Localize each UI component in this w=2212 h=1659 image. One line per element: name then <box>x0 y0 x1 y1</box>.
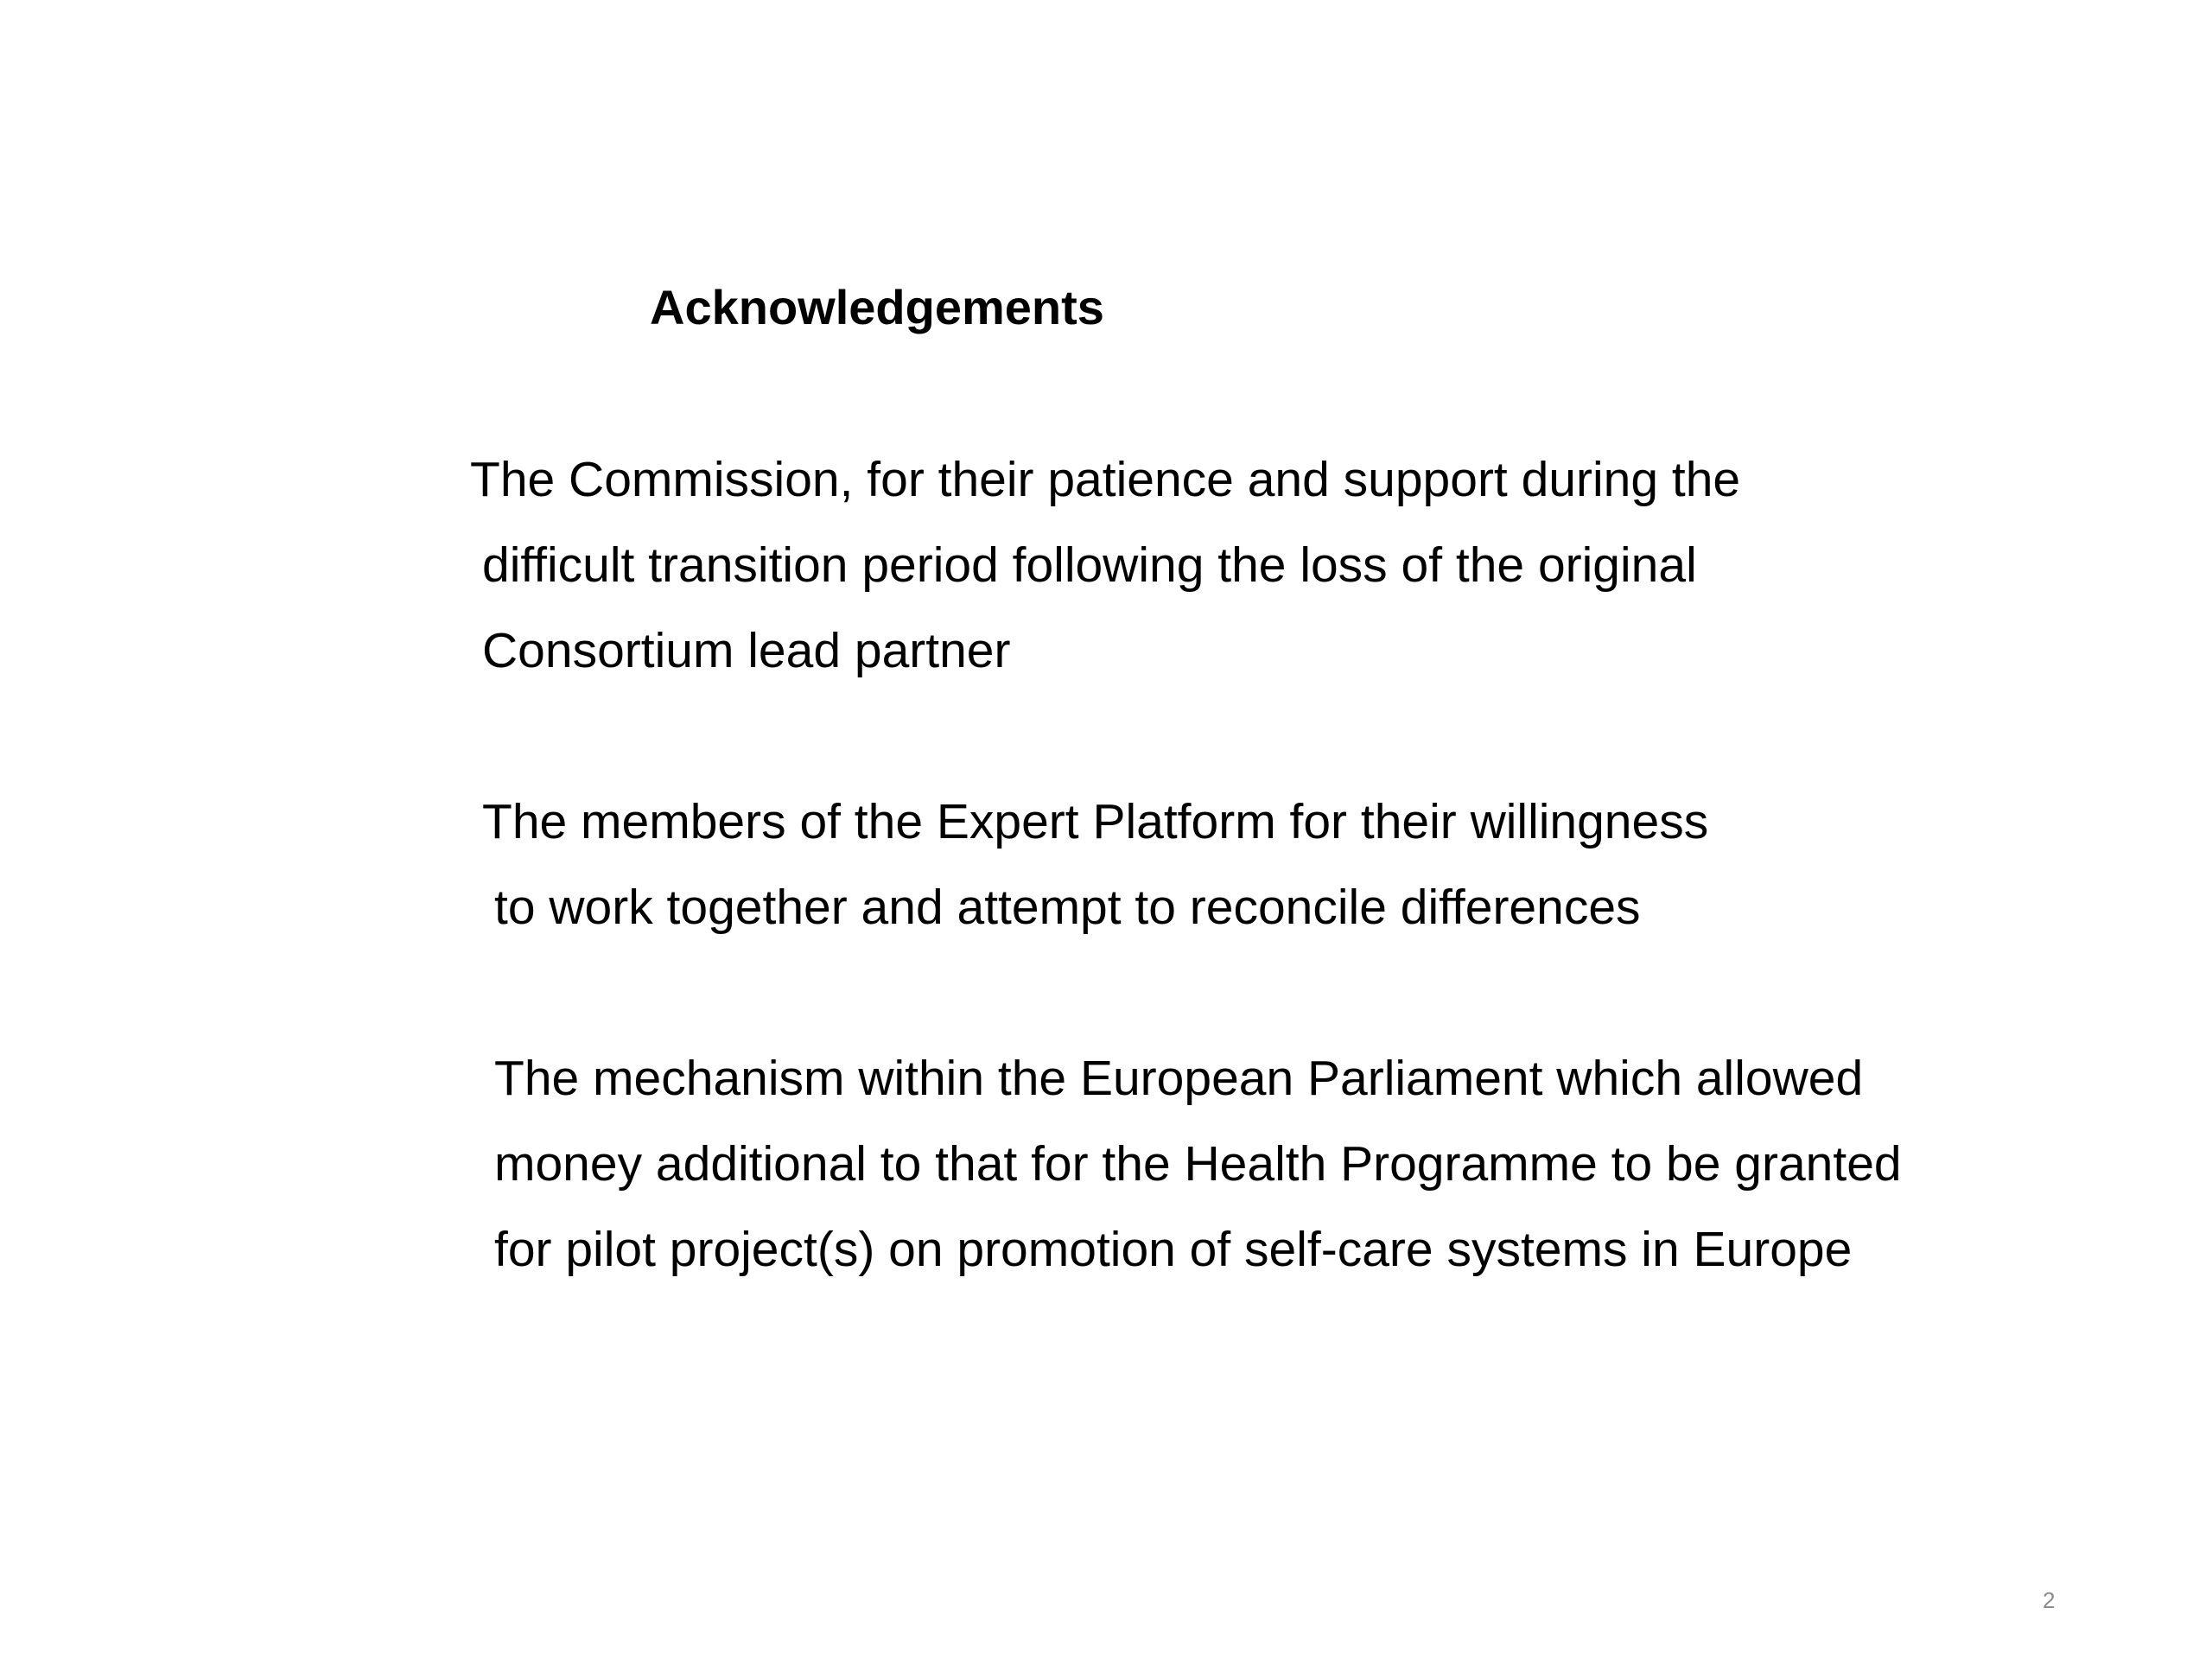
paragraph-line: The Commission, for their patience and support during the <box>470 452 1741 507</box>
paragraph-line: to work together and attempt to reconcile differences <box>494 880 1641 935</box>
paragraph-line: difficult transition period following the loss of the original <box>482 537 1697 593</box>
paragraph-line: The members of the Expert Platform for their willingness <box>482 794 1709 849</box>
paragraph-line: money additional to that for the Health Programme to be granted <box>494 1136 1902 1192</box>
page-number: 2 <box>2043 1587 2056 1613</box>
paragraph-line: The mechanism within the European Parliament which allowed <box>494 1051 1864 1106</box>
paragraph-line: for pilot project(s) on promotion of self-care systems in Europe <box>494 1222 1853 1277</box>
paragraph-line: Consortium lead partner <box>482 623 1011 678</box>
page-title: Acknowledgements <box>650 280 1104 334</box>
